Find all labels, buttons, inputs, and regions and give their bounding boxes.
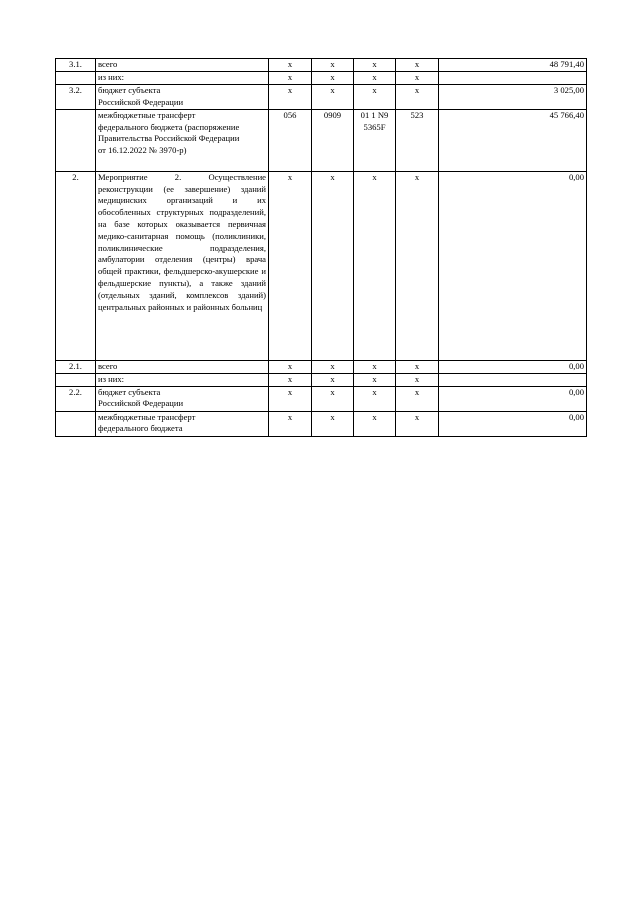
row-number: 2.2. [56, 386, 96, 411]
row-number: 3.1. [56, 59, 96, 72]
row-code-4: x [396, 72, 439, 85]
row-code-2: x [312, 171, 354, 360]
row-amount: 45 766,40 [439, 109, 587, 171]
table-row [56, 373, 587, 386]
row-amount: 0,00 [439, 386, 587, 411]
row-code-3: 01 1 N9 5365F [354, 109, 396, 171]
row-number [56, 411, 96, 436]
row-amount: 0,00 [439, 360, 587, 373]
row-code-3: x [354, 72, 396, 85]
row-amount: 3 025,00 [439, 84, 587, 109]
row-code-2: x [312, 360, 354, 373]
table-row [56, 59, 587, 72]
row-code-2: x [312, 59, 354, 72]
row-number [56, 373, 96, 386]
row-code-4: 523 [396, 109, 439, 171]
row-code-4: x [396, 59, 439, 72]
row-code-1: x [269, 373, 312, 386]
row-number [56, 72, 96, 85]
row-code-1: x [269, 360, 312, 373]
row-amount: 0,00 [439, 411, 587, 436]
row-code-3: x [354, 411, 396, 436]
row-code-2: x [312, 373, 354, 386]
row-amount: 48 791,40 [439, 59, 587, 72]
row-name: бюджет субъекта Российской Федерации [96, 386, 269, 411]
row-code-4: x [396, 373, 439, 386]
row-code-1: x [269, 386, 312, 411]
row-name: межбюджетные трансферт федерального бюджета [96, 411, 269, 436]
row-code-1: x [269, 72, 312, 85]
row-name: всего [96, 360, 269, 373]
row-number [56, 109, 96, 171]
row-code-2: x [312, 411, 354, 436]
row-code-1: 056 [269, 109, 312, 171]
row-name: Мероприятие 2. Осуществление реконструкции (ее завершение) зданий медицинских организаций и их обособленных структурных подразделений, на базе которых оказывается первичная медико-санитарная помощь (поликлиники, поликлинические подразделения, амбулатории отделения (центры) врача общей практики, фельдшерско-акушерские и фельдшерские пункты), а также зданий (отдельных зданий, комплексов зданий) центральных районных и районных больниц [96, 171, 269, 360]
row-code-4: x [396, 411, 439, 436]
row-number: 3.2. [56, 84, 96, 109]
row-code-1: x [269, 411, 312, 436]
row-name: бюджет субъекта Российской Федерации [96, 84, 269, 109]
table-row [56, 386, 587, 411]
row-code-2: 0909 [312, 109, 354, 171]
row-code-2: x [312, 386, 354, 411]
budget-table [55, 58, 587, 437]
row-name: из них: [96, 72, 269, 85]
row-name: из них: [96, 373, 269, 386]
row-amount [439, 373, 587, 386]
row-code-4: x [396, 84, 439, 109]
row-code-4: x [396, 171, 439, 360]
table-row [56, 360, 587, 373]
row-number: 2.1. [56, 360, 96, 373]
row-code-2: x [312, 84, 354, 109]
table-row [56, 72, 587, 85]
row-code-3: x [354, 59, 396, 72]
row-code-3: x [354, 360, 396, 373]
row-amount [439, 72, 587, 85]
row-code-3: x [354, 373, 396, 386]
table-row [56, 171, 587, 360]
table-row [56, 109, 587, 171]
table-row [56, 411, 587, 436]
row-name: всего [96, 59, 269, 72]
row-code-3: x [354, 171, 396, 360]
row-code-1: x [269, 171, 312, 360]
row-code-3: x [354, 386, 396, 411]
row-name: межбюджетные трансферт федерального бюджета (распоряжение Правительства Российской Федерации от 16.12.2022 № 3970-р) [96, 109, 269, 171]
row-code-4: x [396, 360, 439, 373]
row-code-4: x [396, 386, 439, 411]
row-amount: 0,00 [439, 171, 587, 360]
row-code-1: x [269, 59, 312, 72]
table-row [56, 84, 587, 109]
row-number: 2. [56, 171, 96, 360]
row-code-1: x [269, 84, 312, 109]
row-code-3: x [354, 84, 396, 109]
row-code-2: x [312, 72, 354, 85]
